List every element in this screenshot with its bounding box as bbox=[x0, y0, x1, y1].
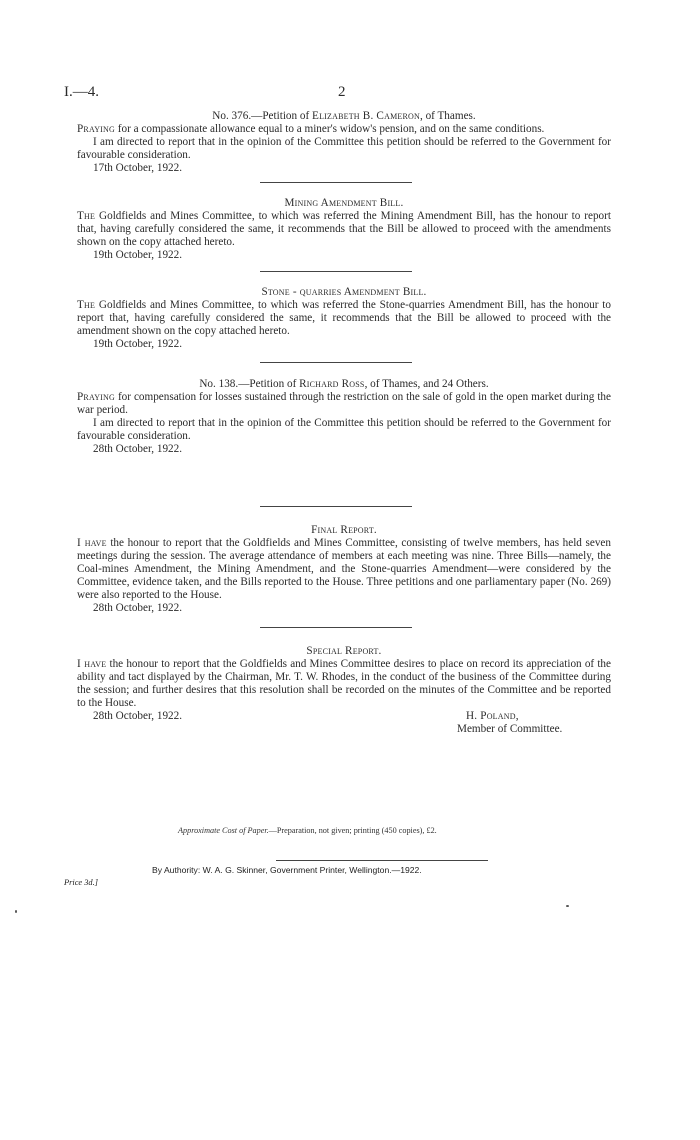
report-date: 17th October, 1922. bbox=[93, 162, 183, 174]
signatory-name: H. Poland, bbox=[466, 710, 519, 722]
report-date: 19th October, 1922. bbox=[93, 338, 183, 350]
section-divider bbox=[260, 182, 412, 183]
prayer-paragraph: Praying for compensation for losses sustained through the restriction on the sale of gold in the open market during the war period. bbox=[77, 391, 611, 416]
section-title: Special Report. bbox=[306, 645, 382, 657]
printer-authority: By Authority: W. A. G. Skinner, Government Printer, Wellington.—1922. bbox=[152, 865, 422, 875]
report-paragraph: I am directed to report that in the opinion of the Committee this petition should be referred to the Government for favourable consideration. bbox=[77, 417, 611, 442]
report-date: 28th October, 1922. bbox=[93, 443, 183, 455]
section-title: No. 138.—Petition of Richard Ross, of Thames, and 24 Others. bbox=[199, 378, 489, 390]
section-special-report bbox=[77, 645, 611, 736]
signatory-role: Member of Committee. bbox=[457, 723, 563, 735]
authority-divider bbox=[276, 860, 488, 861]
report-paragraph: The Goldfields and Mines Committee, to which was referred the Mining Amendment Bill, has the honour to report that, having carefully considered the same, it recommends that the Bill be allowed to proceed with the amendments shown on the copy attached hereto. bbox=[77, 210, 611, 248]
section-divider bbox=[260, 506, 412, 507]
scan-speck bbox=[15, 910, 17, 913]
scan-speck bbox=[566, 905, 569, 907]
section-divider bbox=[260, 627, 412, 628]
section-petition-138 bbox=[77, 378, 611, 456]
page-number: 2 bbox=[338, 84, 346, 100]
report-paragraph: I am directed to report that in the opinion of the Committee this petition should be referred to the Government for favourable consideration. bbox=[77, 136, 611, 161]
report-date: 28th October, 1922. bbox=[93, 710, 183, 722]
section-title: Stone - quarries Amendment Bill. bbox=[261, 286, 427, 298]
price-note: Price 3d.] bbox=[64, 878, 98, 887]
petitioner-name: Richard Ross bbox=[299, 378, 365, 390]
paper-reference: I.—4. bbox=[64, 84, 99, 100]
prayer-paragraph: Praying for a compassionate allowance equal to a miner's widow's pension, and on the same conditions. bbox=[77, 123, 545, 135]
cost-note: Approximate Cost of Paper.—Preparation, not given; printing (450 copies), £2. bbox=[178, 826, 437, 835]
report-date: 28th October, 1922. bbox=[93, 602, 183, 614]
section-divider bbox=[260, 271, 412, 272]
section-title: Mining Amendment Bill. bbox=[284, 197, 404, 209]
petitioner-name: Elizabeth B. Cameron bbox=[312, 110, 420, 122]
report-paragraph: I have the honour to report that the Goldfields and Mines Committee desires to place on record its appreciation of the ability and tact displayed by the Chairman, Mr. T. W. Rhodes, in the conduct of the business of the Committee during the session; and further desires that this resolution shall be recorded on the minutes of the Committee and be reported to the House. bbox=[77, 658, 611, 709]
section-final-report bbox=[77, 524, 611, 615]
report-paragraph: The Goldfields and Mines Committee, to which was referred the Stone-quarries Amendment Bill, has the honour to report that, having carefully considered the same, it recommends that the Bill be allowed to proceed with the amendment shown on the copy attached hereto. bbox=[77, 299, 611, 337]
section-petition-376 bbox=[77, 110, 611, 175]
section-divider bbox=[260, 362, 412, 363]
section-title: No. 376.—Petition of Elizabeth B. Cameron, of Thames. bbox=[212, 110, 476, 122]
section-stone-quarries-amendment bbox=[77, 286, 611, 351]
report-paragraph: I have the honour to report that the Goldfields and Mines Committee, consisting of twelve members, has held seven meetings during the session. The average attendance of members at each meeting was nine. Three Bills—namely, the Coal-mines Amendment, the Mining Amendment, and the Stone-quarries Amendment—were considered by the Committee, evidence taken, and the Bills reported to the House. Three petitions and one parliamentary paper (No. 269) were also reported to the House. bbox=[77, 537, 611, 601]
section-mining-amendment bbox=[77, 197, 611, 262]
section-title: Final Report. bbox=[311, 524, 377, 536]
report-date: 19th October, 1922. bbox=[93, 249, 183, 261]
